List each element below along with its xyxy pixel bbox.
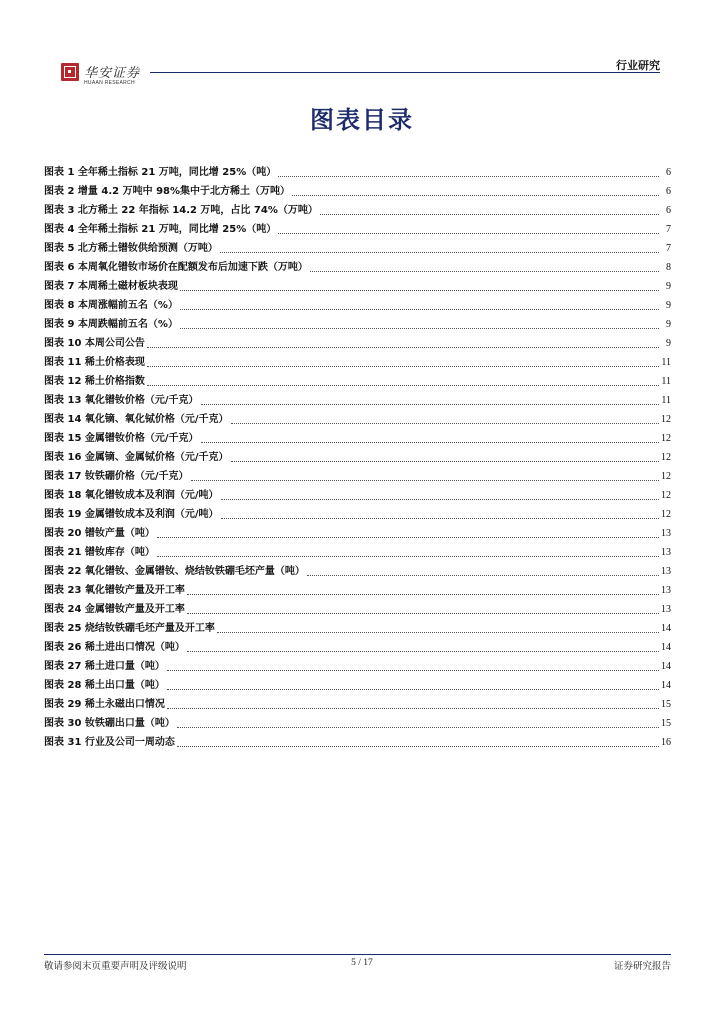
toc-leader-dots <box>177 727 659 728</box>
toc-entry-label: 图表 23 氧化镨钕产量及开工率 <box>44 585 185 596</box>
toc-leader-dots <box>201 404 659 405</box>
toc-entry[interactable] <box>44 695 671 714</box>
toc-entry[interactable] <box>44 201 671 220</box>
toc-leader-dots <box>278 176 659 177</box>
toc-entry-label: 图表 6 本周氧化镨钕市场价在配额发布后加速下跌（万吨） <box>44 262 308 273</box>
toc-entry[interactable] <box>44 448 671 467</box>
toc-entry-label: 图表 15 金属镨钕价格（元/千克） <box>44 433 199 444</box>
toc-entry[interactable] <box>44 657 671 676</box>
toc-entry-label: 图表 7 本周稀土磁材板块表现 <box>44 281 178 292</box>
section-tag: 行业研究 <box>616 59 660 72</box>
toc-leader-dots <box>147 385 659 386</box>
toc-entry[interactable] <box>44 733 671 752</box>
toc-entry-page: 15 <box>661 718 671 729</box>
toc-leader-dots <box>231 423 659 424</box>
toc-entry-label: 图表 9 本周跌幅前五名（%） <box>44 319 178 330</box>
toc-entry-page: 11 <box>661 376 671 387</box>
toc-entry-page: 12 <box>661 433 671 444</box>
toc-leader-dots <box>217 632 659 633</box>
toc-leader-dots <box>187 651 659 652</box>
toc-leader-dots <box>191 480 659 481</box>
toc-entry[interactable] <box>44 581 671 600</box>
toc-entry-page: 8 <box>666 262 671 273</box>
toc-entry-page: 12 <box>661 414 671 425</box>
toc-entry-page: 7 <box>666 243 671 254</box>
toc-entry[interactable] <box>44 410 671 429</box>
toc-entry-label: 图表 13 氧化镨钕价格（元/千克） <box>44 395 199 406</box>
toc-entry[interactable] <box>44 372 671 391</box>
toc-leader-dots <box>231 461 659 462</box>
toc-entry[interactable] <box>44 258 671 277</box>
footer-disclaimer: 敬请参阅末页重要声明及评级说明 <box>44 961 187 972</box>
toc-entry[interactable] <box>44 334 671 353</box>
toc-leader-dots <box>167 708 659 709</box>
company-seal-icon <box>61 63 79 81</box>
toc-leader-dots <box>187 594 659 595</box>
toc-entry-label: 图表 24 金属镨钕产量及开工率 <box>44 604 185 615</box>
toc-entry-page: 12 <box>661 471 671 482</box>
toc-entry-label: 图表 18 氧化镨钕成本及利润（元/吨） <box>44 490 219 501</box>
toc-leader-dots <box>310 271 659 272</box>
page-number: 5 / 17 <box>351 958 373 968</box>
toc-entry-page: 12 <box>661 490 671 501</box>
toc-entry-label: 图表 17 钕铁硼价格（元/千克） <box>44 471 189 482</box>
toc-entry[interactable] <box>44 562 671 581</box>
toc-entry-label: 图表 26 稀土进出口情况（吨） <box>44 642 185 653</box>
toc-entry[interactable] <box>44 467 671 486</box>
toc-entry[interactable] <box>44 391 671 410</box>
toc-leader-dots <box>180 309 659 310</box>
toc-entry[interactable] <box>44 505 671 524</box>
toc-leader-dots <box>220 252 659 253</box>
toc-entry-label: 图表 25 烧结钕铁硼毛坯产量及开工率 <box>44 623 215 634</box>
toc-entry[interactable] <box>44 296 671 315</box>
toc-entry-label: 图表 8 本周涨幅前五名（%） <box>44 300 178 311</box>
toc-entry-label: 图表 11 稀土价格表现 <box>44 357 145 368</box>
page-header <box>0 0 724 90</box>
toc-entry-label: 图表 14 氧化镝、氧化铽价格（元/千克） <box>44 414 229 425</box>
toc-entry[interactable] <box>44 315 671 334</box>
toc-leader-dots <box>180 290 659 291</box>
toc-entry-page: 11 <box>661 357 671 368</box>
toc-leader-dots <box>177 746 659 747</box>
toc-leader-dots <box>307 575 659 576</box>
toc-entry[interactable] <box>44 353 671 372</box>
toc-leader-dots <box>157 537 659 538</box>
toc-entry-page: 9 <box>666 338 671 349</box>
toc-entry-label: 图表 20 镨钕产量（吨） <box>44 528 155 539</box>
toc-entry-label: 图表 28 稀土出口量（吨） <box>44 680 165 691</box>
toc-leader-dots <box>187 613 659 614</box>
toc-entry[interactable] <box>44 619 671 638</box>
toc-entry-label: 图表 21 镨钕库存（吨） <box>44 547 155 558</box>
toc-leader-dots <box>180 328 659 329</box>
toc-entry-page: 6 <box>666 167 671 178</box>
toc-entry[interactable] <box>44 163 671 182</box>
toc-entry-page: 9 <box>666 281 671 292</box>
toc-entry-label: 图表 12 稀土价格指数 <box>44 376 145 387</box>
toc-entry-label: 图表 29 稀土永磁出口情况 <box>44 699 165 710</box>
toc-entry-page: 9 <box>666 319 671 330</box>
toc-entry[interactable] <box>44 220 671 239</box>
toc-entry-label: 图表 30 钕铁硼出口量（吨） <box>44 718 175 729</box>
toc-entry[interactable] <box>44 182 671 201</box>
toc-entry-page: 14 <box>661 680 671 691</box>
toc-leader-dots <box>221 499 659 500</box>
toc-entry[interactable] <box>44 277 671 296</box>
toc-entry-label: 图表 2 增量 4.2 万吨中 98%集中于北方稀土（万吨） <box>44 186 291 197</box>
toc-leader-dots <box>157 556 659 557</box>
company-logo-subtext: HUAAN RESEARCH <box>84 80 135 86</box>
toc-entry[interactable] <box>44 714 671 733</box>
footer-divider <box>44 954 671 955</box>
toc-entry-label: 图表 1 全年稀土指标 21 万吨，同比增 25%（吨） <box>44 167 277 178</box>
page-title: 图表目录 <box>310 106 414 134</box>
toc-leader-dots <box>167 689 659 690</box>
company-logo-text: 华安证券 <box>84 66 141 81</box>
toc-entry-page: 6 <box>666 205 671 216</box>
toc-entry-page: 12 <box>661 452 671 463</box>
header-divider <box>150 72 660 73</box>
toc-entry[interactable] <box>44 600 671 619</box>
toc-entry[interactable] <box>44 239 671 258</box>
toc-entry-page: 13 <box>661 604 671 615</box>
toc-entry-label: 图表 10 本周公司公告 <box>44 338 145 349</box>
toc-entry-page: 13 <box>661 547 671 558</box>
toc-entry[interactable] <box>44 486 671 505</box>
toc-entry-page: 7 <box>666 224 671 235</box>
toc-entry-label: 图表 3 北方稀土 22 年指标 14.2 万吨，占比 74%（万吨） <box>44 205 318 216</box>
toc-entry-page: 14 <box>661 661 671 672</box>
toc-entry-page: 12 <box>661 509 671 520</box>
toc-entry-label: 图表 16 金属镝、金属铽价格（元/千克） <box>44 452 229 463</box>
toc-leader-dots <box>320 214 659 215</box>
document-type: 证券研究报告 <box>613 961 671 972</box>
toc-entry[interactable] <box>44 543 671 562</box>
toc-entry-page: 13 <box>661 566 671 577</box>
toc-entry-label: 图表 27 稀土进口量（吨） <box>44 661 165 672</box>
toc-entry-page: 13 <box>661 528 671 539</box>
toc-entry-label: 图表 5 北方稀土镨钕供给预测（万吨） <box>44 243 218 254</box>
toc-leader-dots <box>278 233 659 234</box>
toc-leader-dots <box>292 195 659 196</box>
figure-index <box>44 163 671 752</box>
toc-entry-page: 16 <box>661 737 671 748</box>
toc-entry[interactable] <box>44 676 671 695</box>
toc-entry-label: 图表 22 氧化镨钕、金属镨钕、烧结钕铁硼毛坯产量（吨） <box>44 566 305 577</box>
toc-entry-page: 11 <box>661 395 671 406</box>
toc-entry-label: 图表 31 行业及公司一周动态 <box>44 737 175 748</box>
toc-entry-page: 14 <box>661 623 671 634</box>
toc-entry[interactable] <box>44 429 671 448</box>
toc-leader-dots <box>147 347 659 348</box>
toc-entry-label: 图表 4 全年稀土指标 21 万吨，同比增 25%（吨） <box>44 224 277 235</box>
toc-entry-page: 14 <box>661 642 671 653</box>
toc-leader-dots <box>167 670 659 671</box>
toc-entry-page: 15 <box>661 699 671 710</box>
toc-leader-dots <box>201 442 659 443</box>
toc-entry-page: 13 <box>661 585 671 596</box>
toc-leader-dots <box>221 518 659 519</box>
toc-entry[interactable] <box>44 524 671 543</box>
toc-entry-page: 9 <box>666 300 671 311</box>
toc-leader-dots <box>147 366 659 367</box>
toc-entry[interactable] <box>44 638 671 657</box>
toc-entry-page: 6 <box>666 186 671 197</box>
toc-entry-label: 图表 19 金属镨钕成本及利润（元/吨） <box>44 509 219 520</box>
